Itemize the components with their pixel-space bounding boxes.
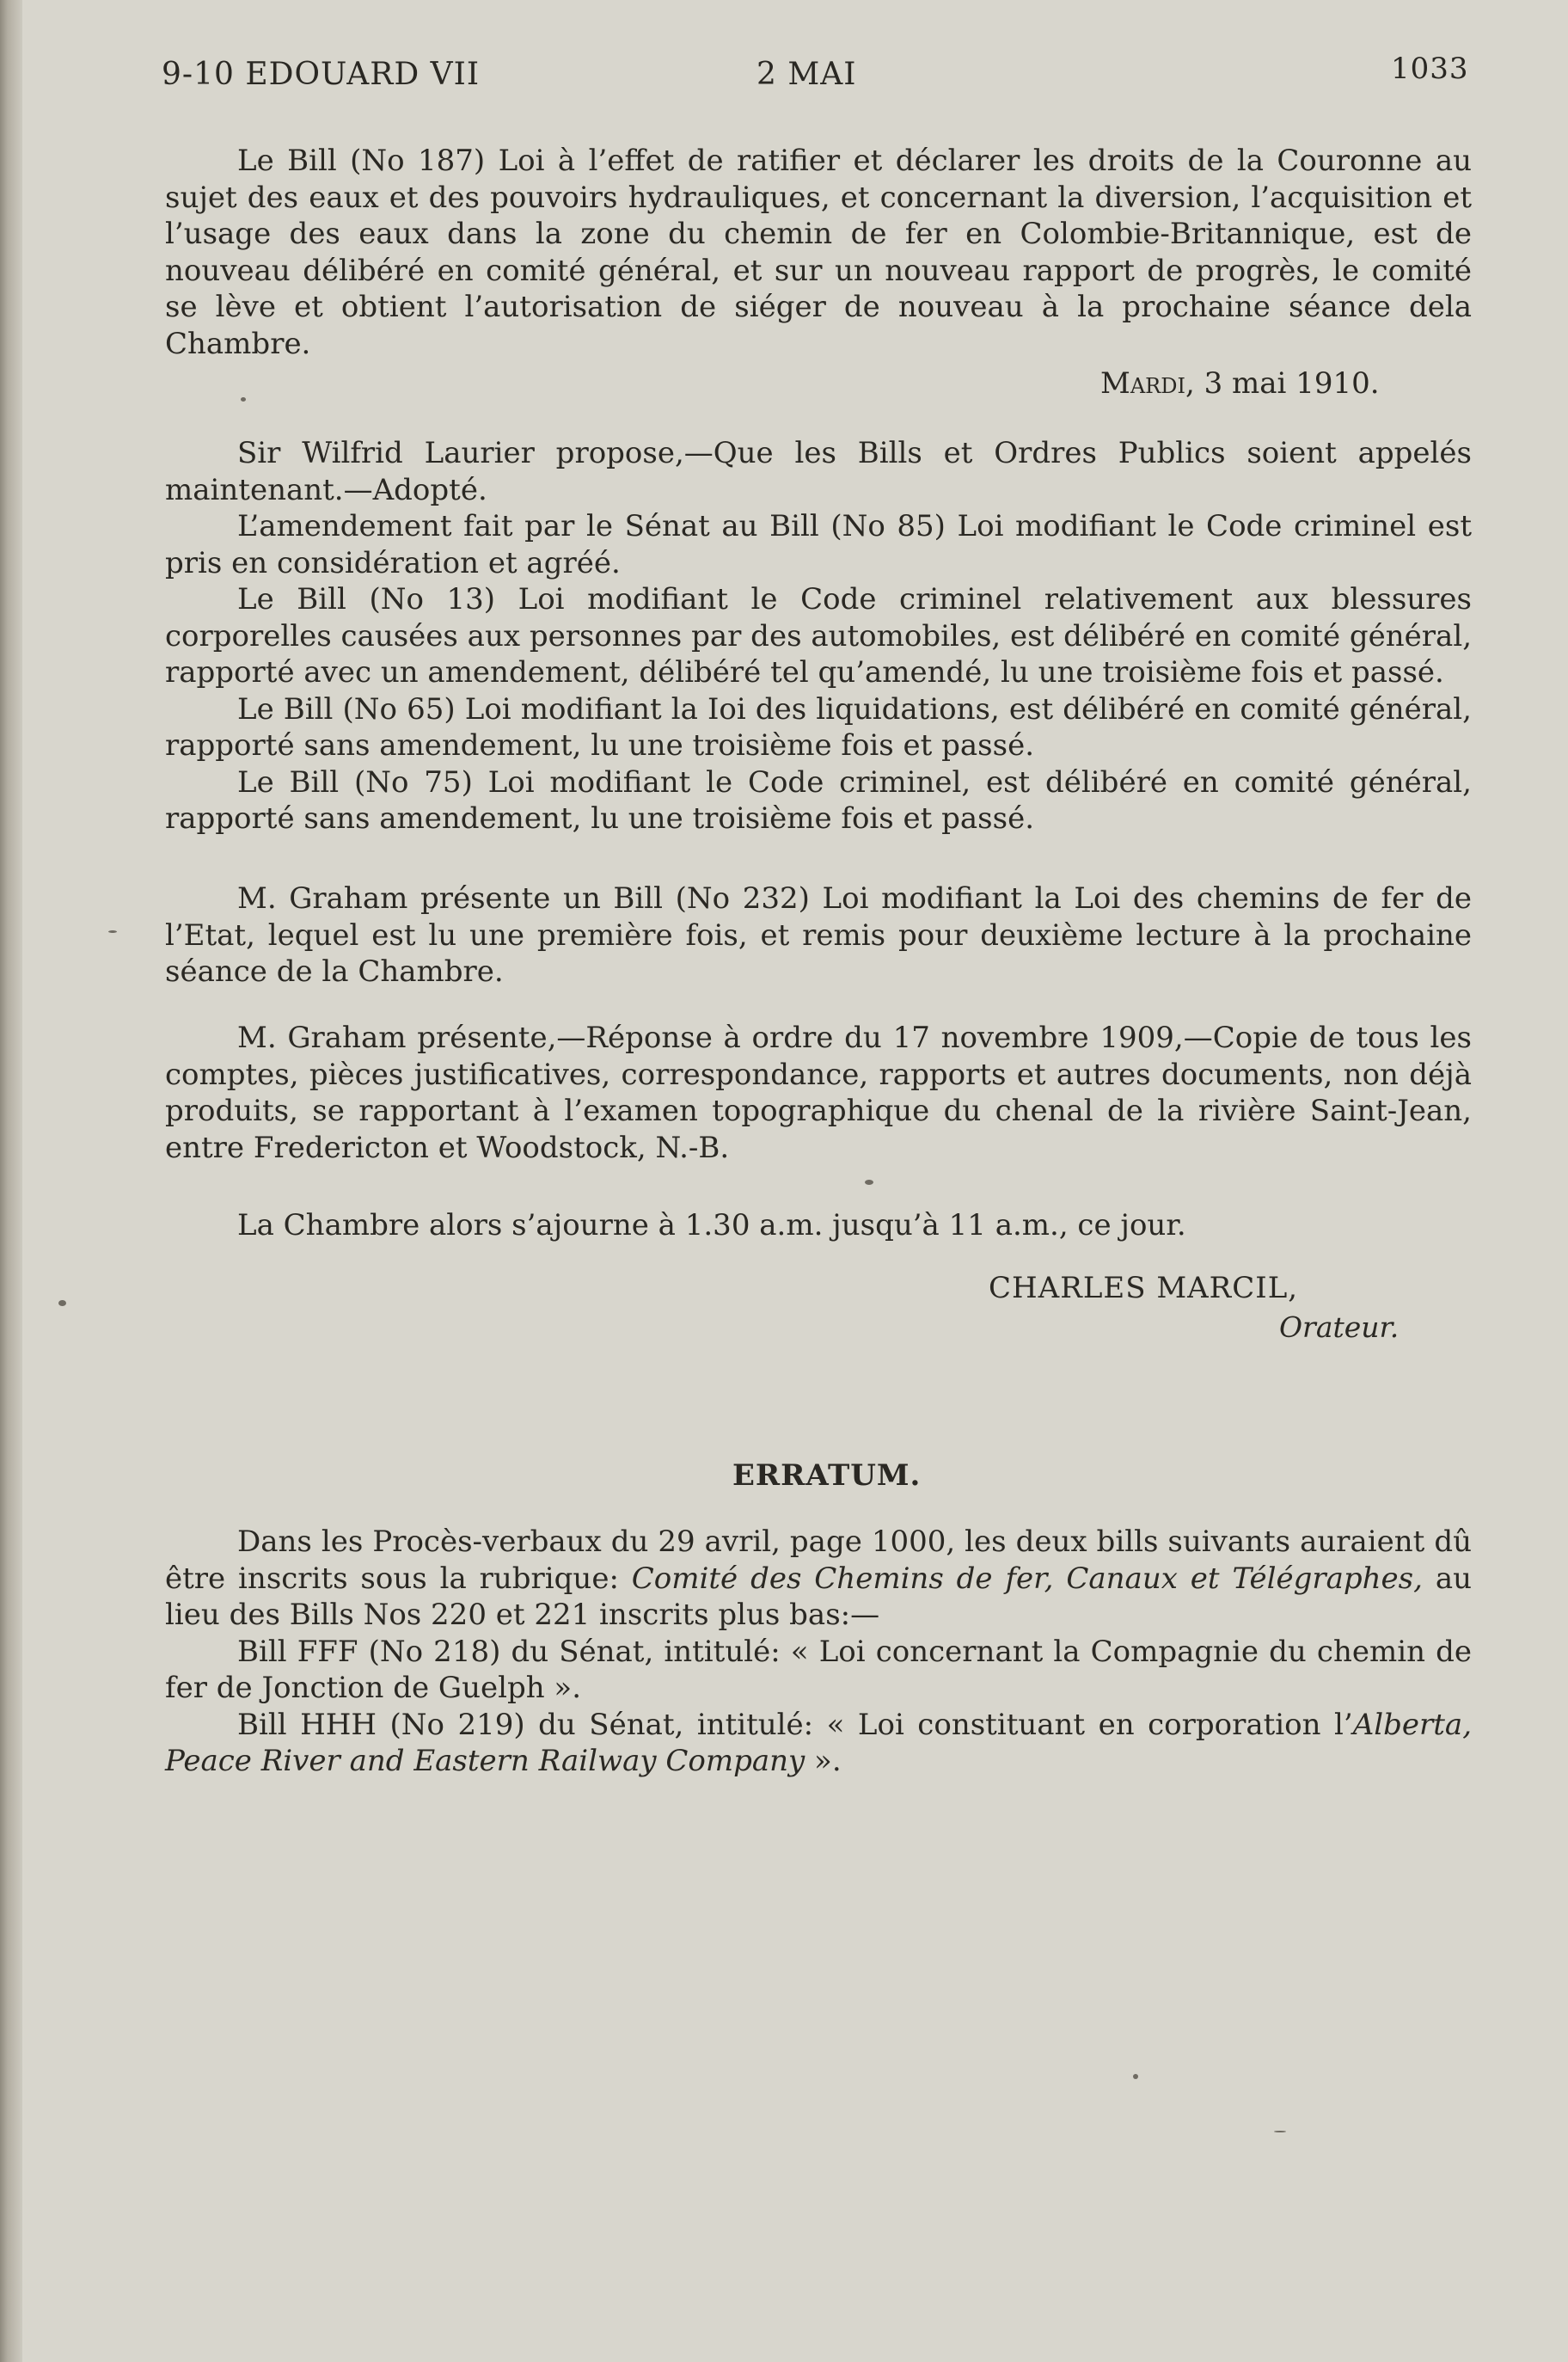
paragraph: M. Graham présente,—Réponse à ordre du 17 novembre 1909,—Copie de tous les comptes, pièces justificatives, correspondance, rapports et autres documents, non déjà produits, se rapportant à l’examen topographique du chenal de la rivière Saint-Jean, entre Fredericton et Woodstock, N.-B. bbox=[165, 1021, 1472, 1165]
session-date-day: Mardi bbox=[1100, 366, 1185, 401]
session-date-rest: , 3 mai 1910. bbox=[1185, 366, 1380, 401]
paragraph-block-erratum bbox=[165, 1524, 1472, 1780]
running-header-left: 9-10 EDOUARD VII bbox=[162, 57, 481, 92]
erratum-company-name: Alberta, Peace River and Eastern Railway Company bbox=[165, 1707, 1472, 1778]
paragraph-block-return bbox=[165, 1020, 1472, 1166]
paragraph: Le Bill (No 13) Loi modifiant le Code criminel relativement aux blessures corporelles causées aux personnes par des automobiles, est délibéré en comité général, rapporté avec un amendement, délibéré tel qu’amendé, lu une troisième fois et passé. bbox=[165, 582, 1472, 690]
paragraph: Bill FFF (No 218) du Sénat, intitulé: « Loi concernant la Compagnie du chemin de fer de Jonction de Guelph ». bbox=[165, 1634, 1472, 1705]
paragraph: L’amendement fait par le Sénat au Bill (No 85) Loi modifiant le Code criminel est pris en considération et agréé. bbox=[165, 509, 1472, 580]
paper-speck bbox=[1274, 2131, 1286, 2132]
paragraph: Le Bill (No 187) Loi à l’effet de ratifier et déclarer les droits de la Couronne au sujet des eaux et des pouvoirs hydrauliques, et concernant la diversion, l’acquisition et l’usage des eaux dans la zone du chemin de fer en Colombie-Britannique, est de nouveau délibéré en comité général, et sur un nouveau rapport de progrès, le comité se lève et obtient l’autorisation de siéger de nouveau à la prochaine séance dela Chambre. bbox=[165, 144, 1472, 361]
erratum-rubric: Comité des Chemins de fer, Canaux et Télégraphes, bbox=[631, 1561, 1423, 1596]
paragraph: M. Graham présente un Bill (No 232) Loi modifiant la Loi des chemins de fer de l’Etat, lequel est lu une première fois, et remis pour deuxième lecture à la prochaine séance de la Chambre. bbox=[165, 881, 1472, 989]
erratum-text: Bill HHH (No 219) du Sénat, intitulé: « Loi constituant en corporation l’ bbox=[237, 1707, 1353, 1742]
paragraph bbox=[165, 1707, 1472, 1780]
erratum-text: au lieu des Bills Nos 220 et 221 inscrits plus bas:— bbox=[165, 1561, 1472, 1632]
page-binding-edge bbox=[0, 0, 22, 2362]
signature-title: Orateur. bbox=[1279, 1310, 1400, 1344]
paper-speck bbox=[241, 397, 246, 402]
erratum-heading: ERRATUM. bbox=[732, 1458, 922, 1493]
paragraph: La Chambre alors s’ajourne à 1.30 a.m. jusqu’à 11 a.m., ce jour. bbox=[237, 1208, 1186, 1242]
paragraph-block-proceedings bbox=[165, 435, 1472, 837]
running-header-date: 2 MAI bbox=[756, 57, 857, 92]
signature-name: CHARLES MARCIL, bbox=[989, 1271, 1299, 1305]
page-number: 1033 bbox=[1391, 52, 1469, 86]
paragraph: Le Bill (No 65) Loi modifiant la Ioi des liquidations, est délibéré en comité général, rapporté sans amendement, lu une troisième fois et passé. bbox=[165, 691, 1472, 763]
paper-speck bbox=[865, 1180, 873, 1185]
paragraph-block-bill-232 bbox=[165, 880, 1472, 991]
paper-speck bbox=[1133, 2074, 1138, 2079]
paper-speck bbox=[58, 1300, 66, 1306]
session-date bbox=[1100, 366, 1380, 401]
paragraph bbox=[165, 1524, 1472, 1634]
erratum-text: ». bbox=[805, 1744, 842, 1778]
erratum-text: Dans les Procès-verbaux du 29 avril, page 1000, les deux bills suivants auraient dû être inscrits sous la rubrique: bbox=[165, 1525, 1472, 1596]
paragraph: Le Bill (No 75) Loi modifiant le Code criminel, est délibéré en comité général, rapporté sans amendement, lu une troisième fois et passé. bbox=[165, 764, 1472, 836]
paragraph-block-adjournment bbox=[165, 1207, 1472, 1244]
paragraph: Sir Wilfrid Laurier propose,—Que les Bills et Ordres Publics soient appelés maintenant.—Adopté. bbox=[165, 436, 1472, 507]
paragraph-block-bill-187 bbox=[165, 143, 1472, 362]
paper-speck bbox=[108, 930, 117, 933]
